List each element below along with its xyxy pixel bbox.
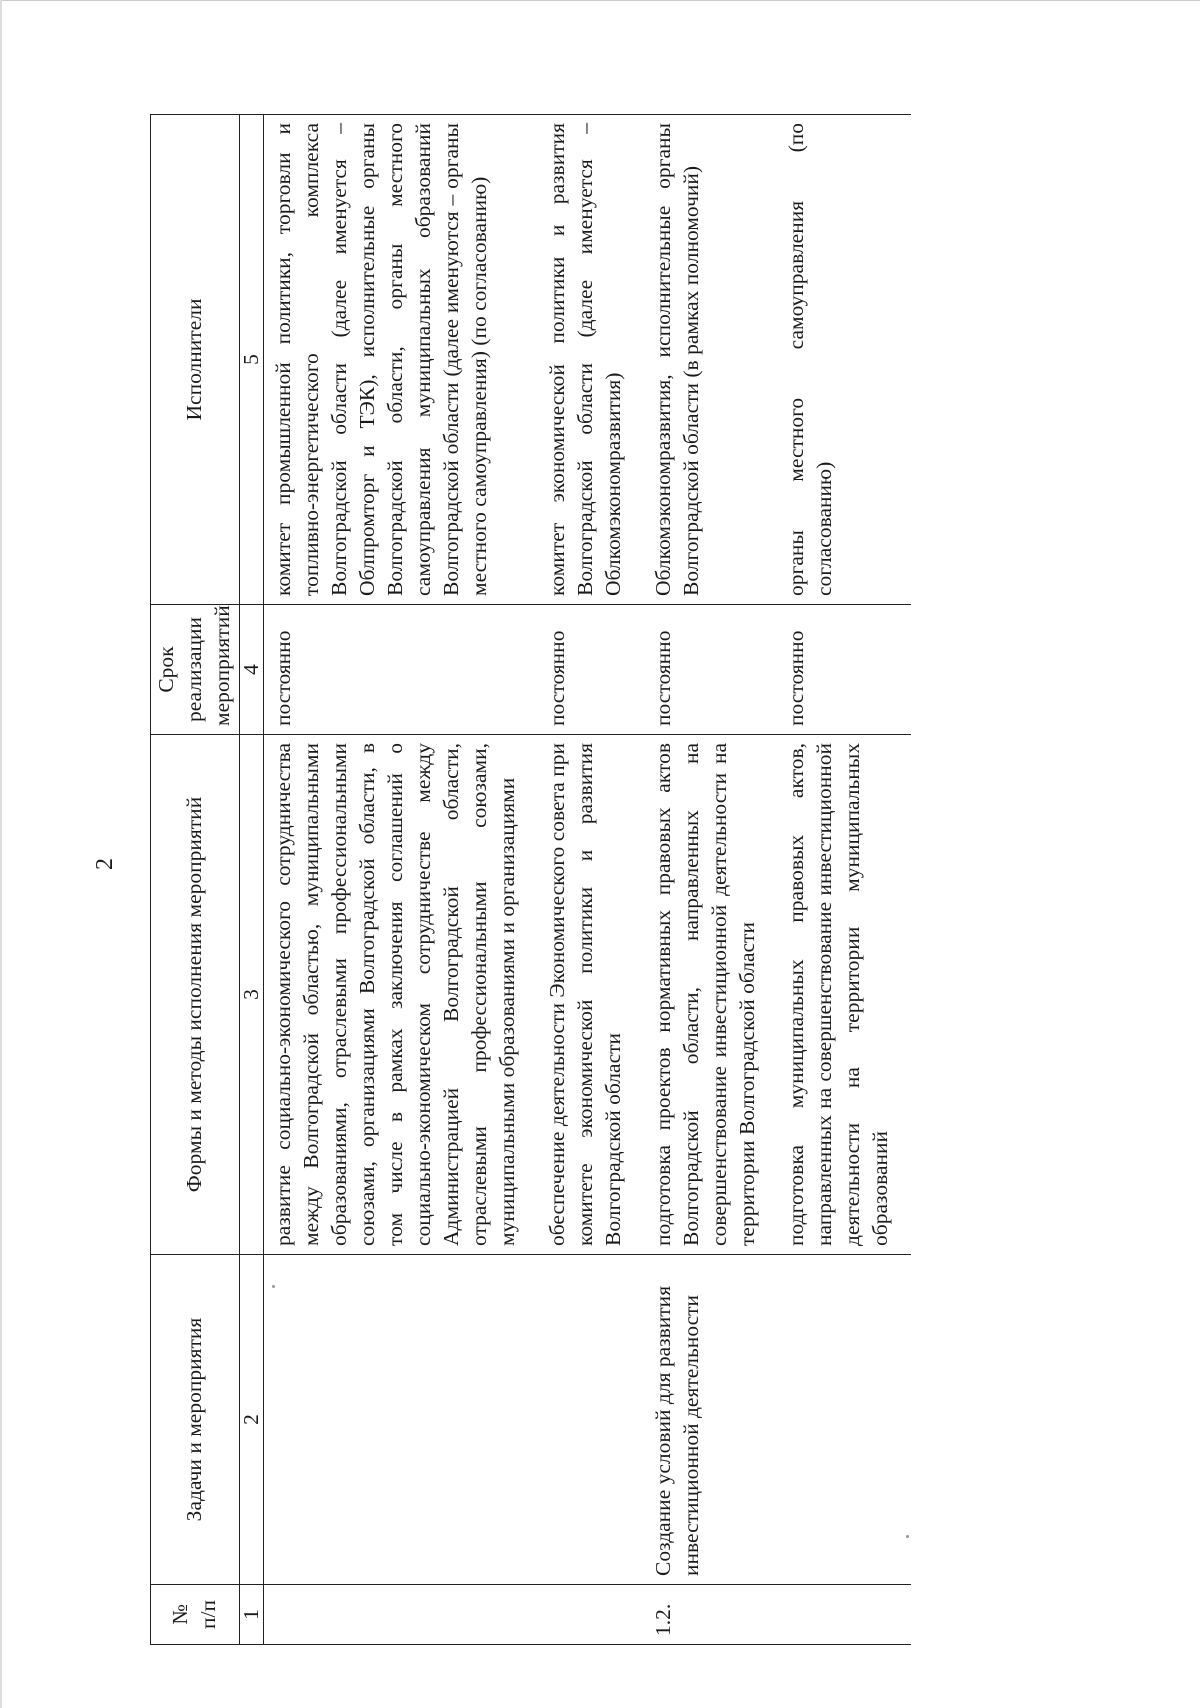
row-task: Создание условий для развития инвестиционной деятельности [644, 1255, 778, 1585]
header-number: № п/п [151, 1585, 240, 1645]
header-methods: Формы и методы исполнения мероприятий [151, 735, 240, 1255]
row-number [777, 1585, 911, 1645]
row-term: постоянно [538, 605, 644, 735]
header-tasks: Задачи и мероприятия [151, 1255, 240, 1585]
scan-edge-left [0, 0, 2, 1708]
table-row [777, 115, 911, 1645]
row-term: постоянно [777, 605, 911, 735]
page-number: 2 [92, 858, 118, 870]
table-header-row [151, 115, 240, 1645]
row-method: подготовка проектов нормативных правовых актов Волгоградской области, направленных на совершенствование инвестиционной деятельности на территории Волгоградской области [644, 735, 778, 1255]
row-task [538, 1255, 644, 1585]
table-row [264, 115, 538, 1645]
table-row [644, 115, 778, 1645]
column-number: 3 [239, 735, 264, 1255]
row-method: развитие социально-экономического сотрудничества между Волгоградской областью, муниципальными образованиями, отраслевыми профессиональными союзами, организациями Волгоградской области, в том числе в рамках заключения соглашений о социально-экономическом сотрудничестве между Администрацией Волгоградской области, отраслевыми профессиональными союзами, муниципальными образованиями и организациями [264, 735, 538, 1255]
row-executor: Облкомэкономразвития, исполнительные органы Волгоградской области (в рамках полномочий) [644, 115, 778, 605]
header-executors: Исполнители [151, 115, 240, 605]
row-number [538, 1585, 644, 1645]
row-term: постоянно [644, 605, 778, 735]
column-number: 2 [239, 1255, 264, 1585]
column-number: 5 [239, 115, 264, 605]
row-number: 1.2. [644, 1585, 778, 1645]
header-term: Срок реализации мероприятий [151, 605, 240, 735]
row-executor: органы местного самоуправления (по согласованию) [777, 115, 911, 605]
row-task [777, 1255, 911, 1585]
table-row [538, 115, 644, 1645]
rotated-table-container [150, 115, 911, 1645]
row-executor: комитет экономической политики и развития Волгоградской области (далее именуется – Облкомэкономразвития) [538, 115, 644, 605]
column-number: 1 [239, 1585, 264, 1645]
row-executor: комитет промышленной политики, торговли и топливно-энергетического комплекса Волгоградской области (далее именуется – Облпромторг и ТЭК), исполнительные органы Волгоградской области, органы местного самоуправления муниципальных образований Волгоградской области (далее именуются – органы местного самоуправления) (по согласованию) [264, 115, 538, 605]
activity-plan-table [150, 114, 911, 1645]
scan-edge-top [0, 0, 1200, 1]
row-method: подготовка муниципальных правовых актов, направленных на совершенствование инвестиционной деятельности на территории муниципальных образований [777, 735, 911, 1255]
row-method: обеспечение деятельности Экономического совета при комитете экономической политики и развития Волгоградской области [538, 735, 644, 1255]
column-number: 4 [239, 605, 264, 735]
row-term: постоянно [264, 605, 538, 735]
column-number-row [239, 115, 264, 1645]
row-number [264, 1585, 538, 1645]
row-task [264, 1255, 538, 1585]
